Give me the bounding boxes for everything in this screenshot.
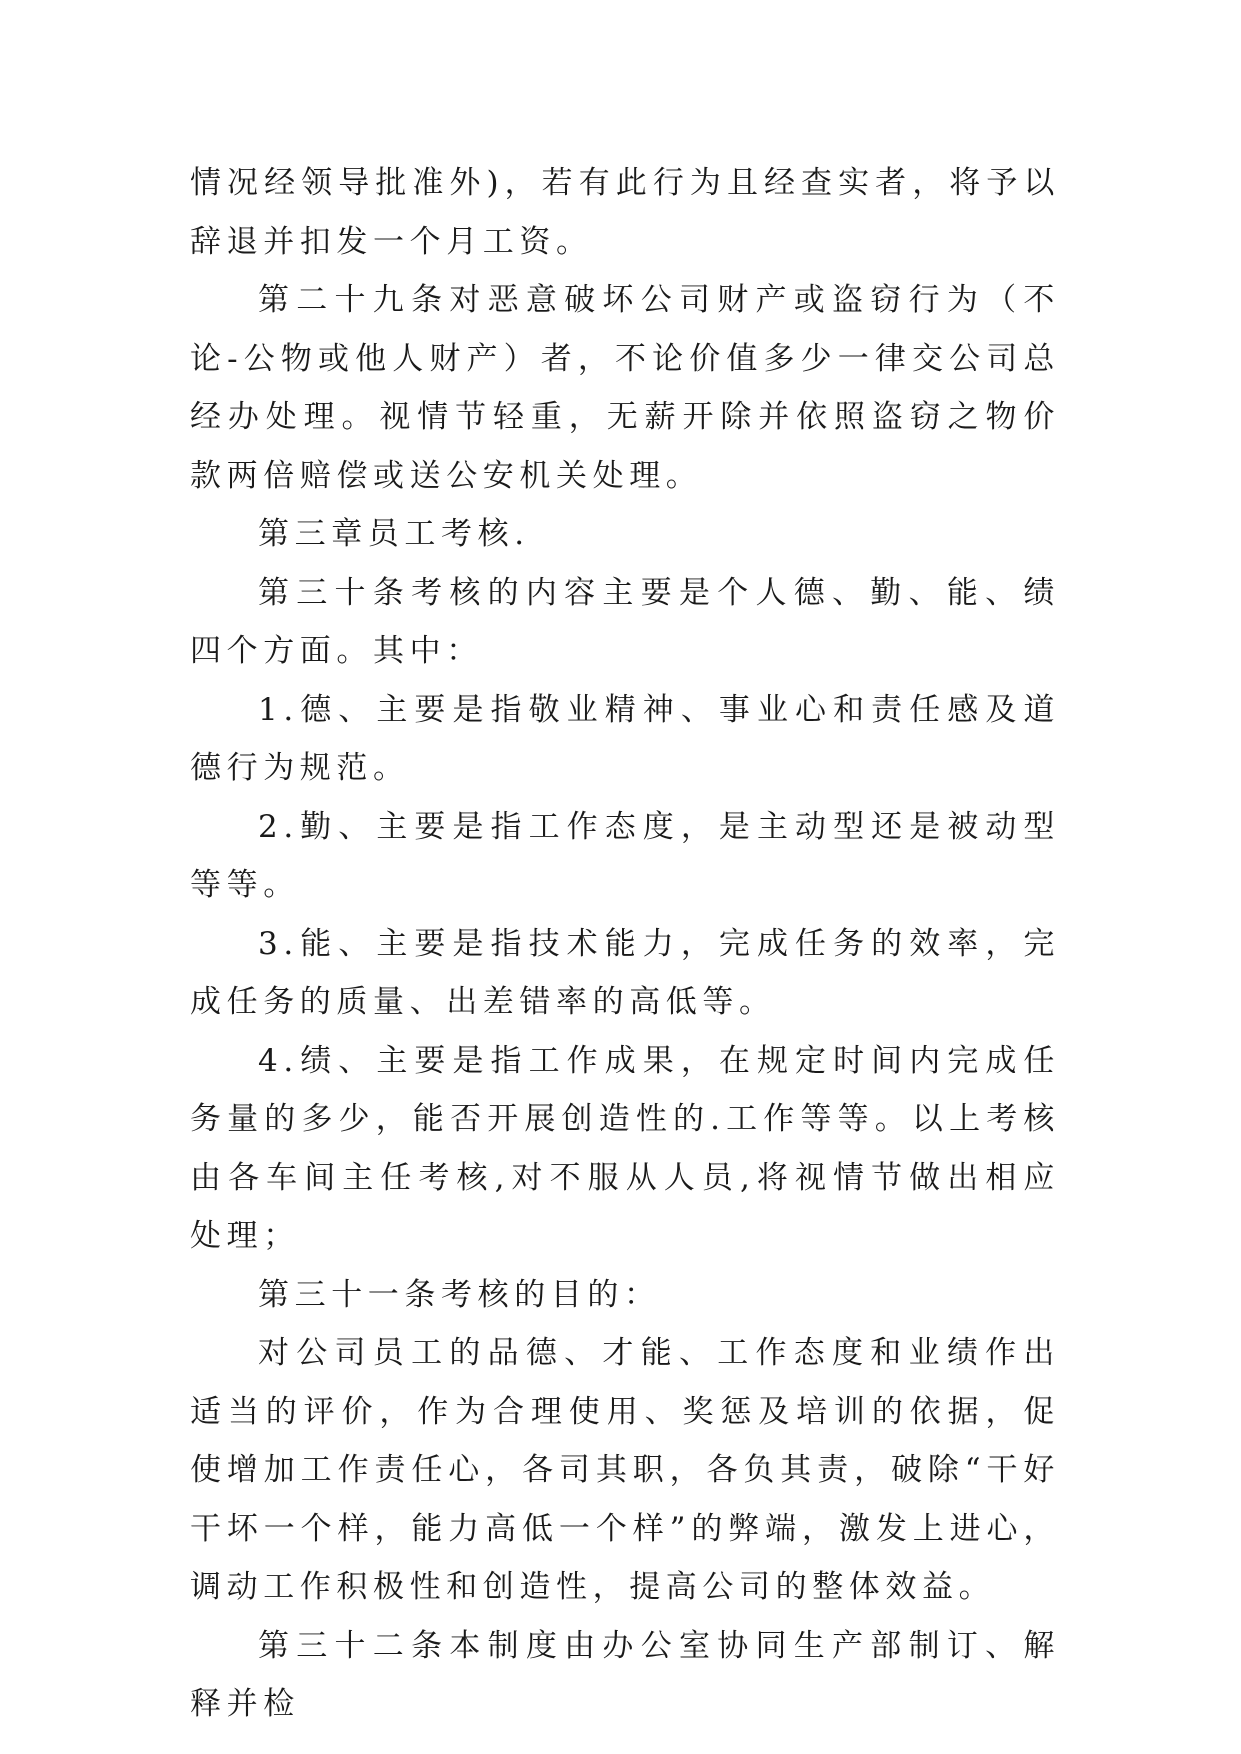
paragraph-purpose: 对公司员工的品德、才能、工作态度和业绩作出适当的评价，作为合理使用、奖惩及培训的依据，促使增加工作责任心，各司其职，各负其责，破除“干好干坏一个样，能力高低一个样”的弊端，激发上进心，调动工作积极性和创造性，提高公司的整体效益。 [190, 1335, 1060, 1605]
list-item-performance: 4.绩、主要是指工作成果，在规定时间内完成任务量的多少，能否开展创造性的.工作等等。以上考核由各车间主任考核,对不服从人员,将视情节做出相应处理； [190, 1042, 1060, 1254]
chapter-heading: 第三章员工考核. [258, 516, 530, 552]
paragraph-continuation: 情况经领导批准外)，若有此行为且经查实者，将予以辞退并扣发一个月工资。 [190, 165, 1060, 260]
list-item-ability: 3.能、主要是指技术能力，完成任务的效率，完成任务的质量、出差错率的高低等。 [190, 925, 1060, 1020]
document-body [190, 154, 1060, 1734]
paragraph-article-31: 第三十一条考核的目的： [258, 1276, 661, 1313]
paragraph-article-30: 第三十条考核的内容主要是个人德、勤、能、绩四个方面。其中： [190, 574, 1060, 669]
paragraph-article-29: 第二十九条对恶意破坏公司财产或盗窃行为（不论-公物或他人财产）者，不论价值多少一律交公司总经办处理。视情节轻重，无薪开除并依照盗窃之物价款两倍赔偿或送公安机关处理。 [190, 282, 1060, 494]
list-item-virtue: 1.德、主要是指敬业精神、事业心和责任感及道德行为规范。 [190, 691, 1060, 786]
list-item-diligence: 2.勤、主要是指工作态度，是主动型还是被动型等等。 [190, 808, 1060, 903]
paragraph-article-32: 第三十二条本制度由办公室协同生产部制订、解释并检 [190, 1627, 1060, 1722]
